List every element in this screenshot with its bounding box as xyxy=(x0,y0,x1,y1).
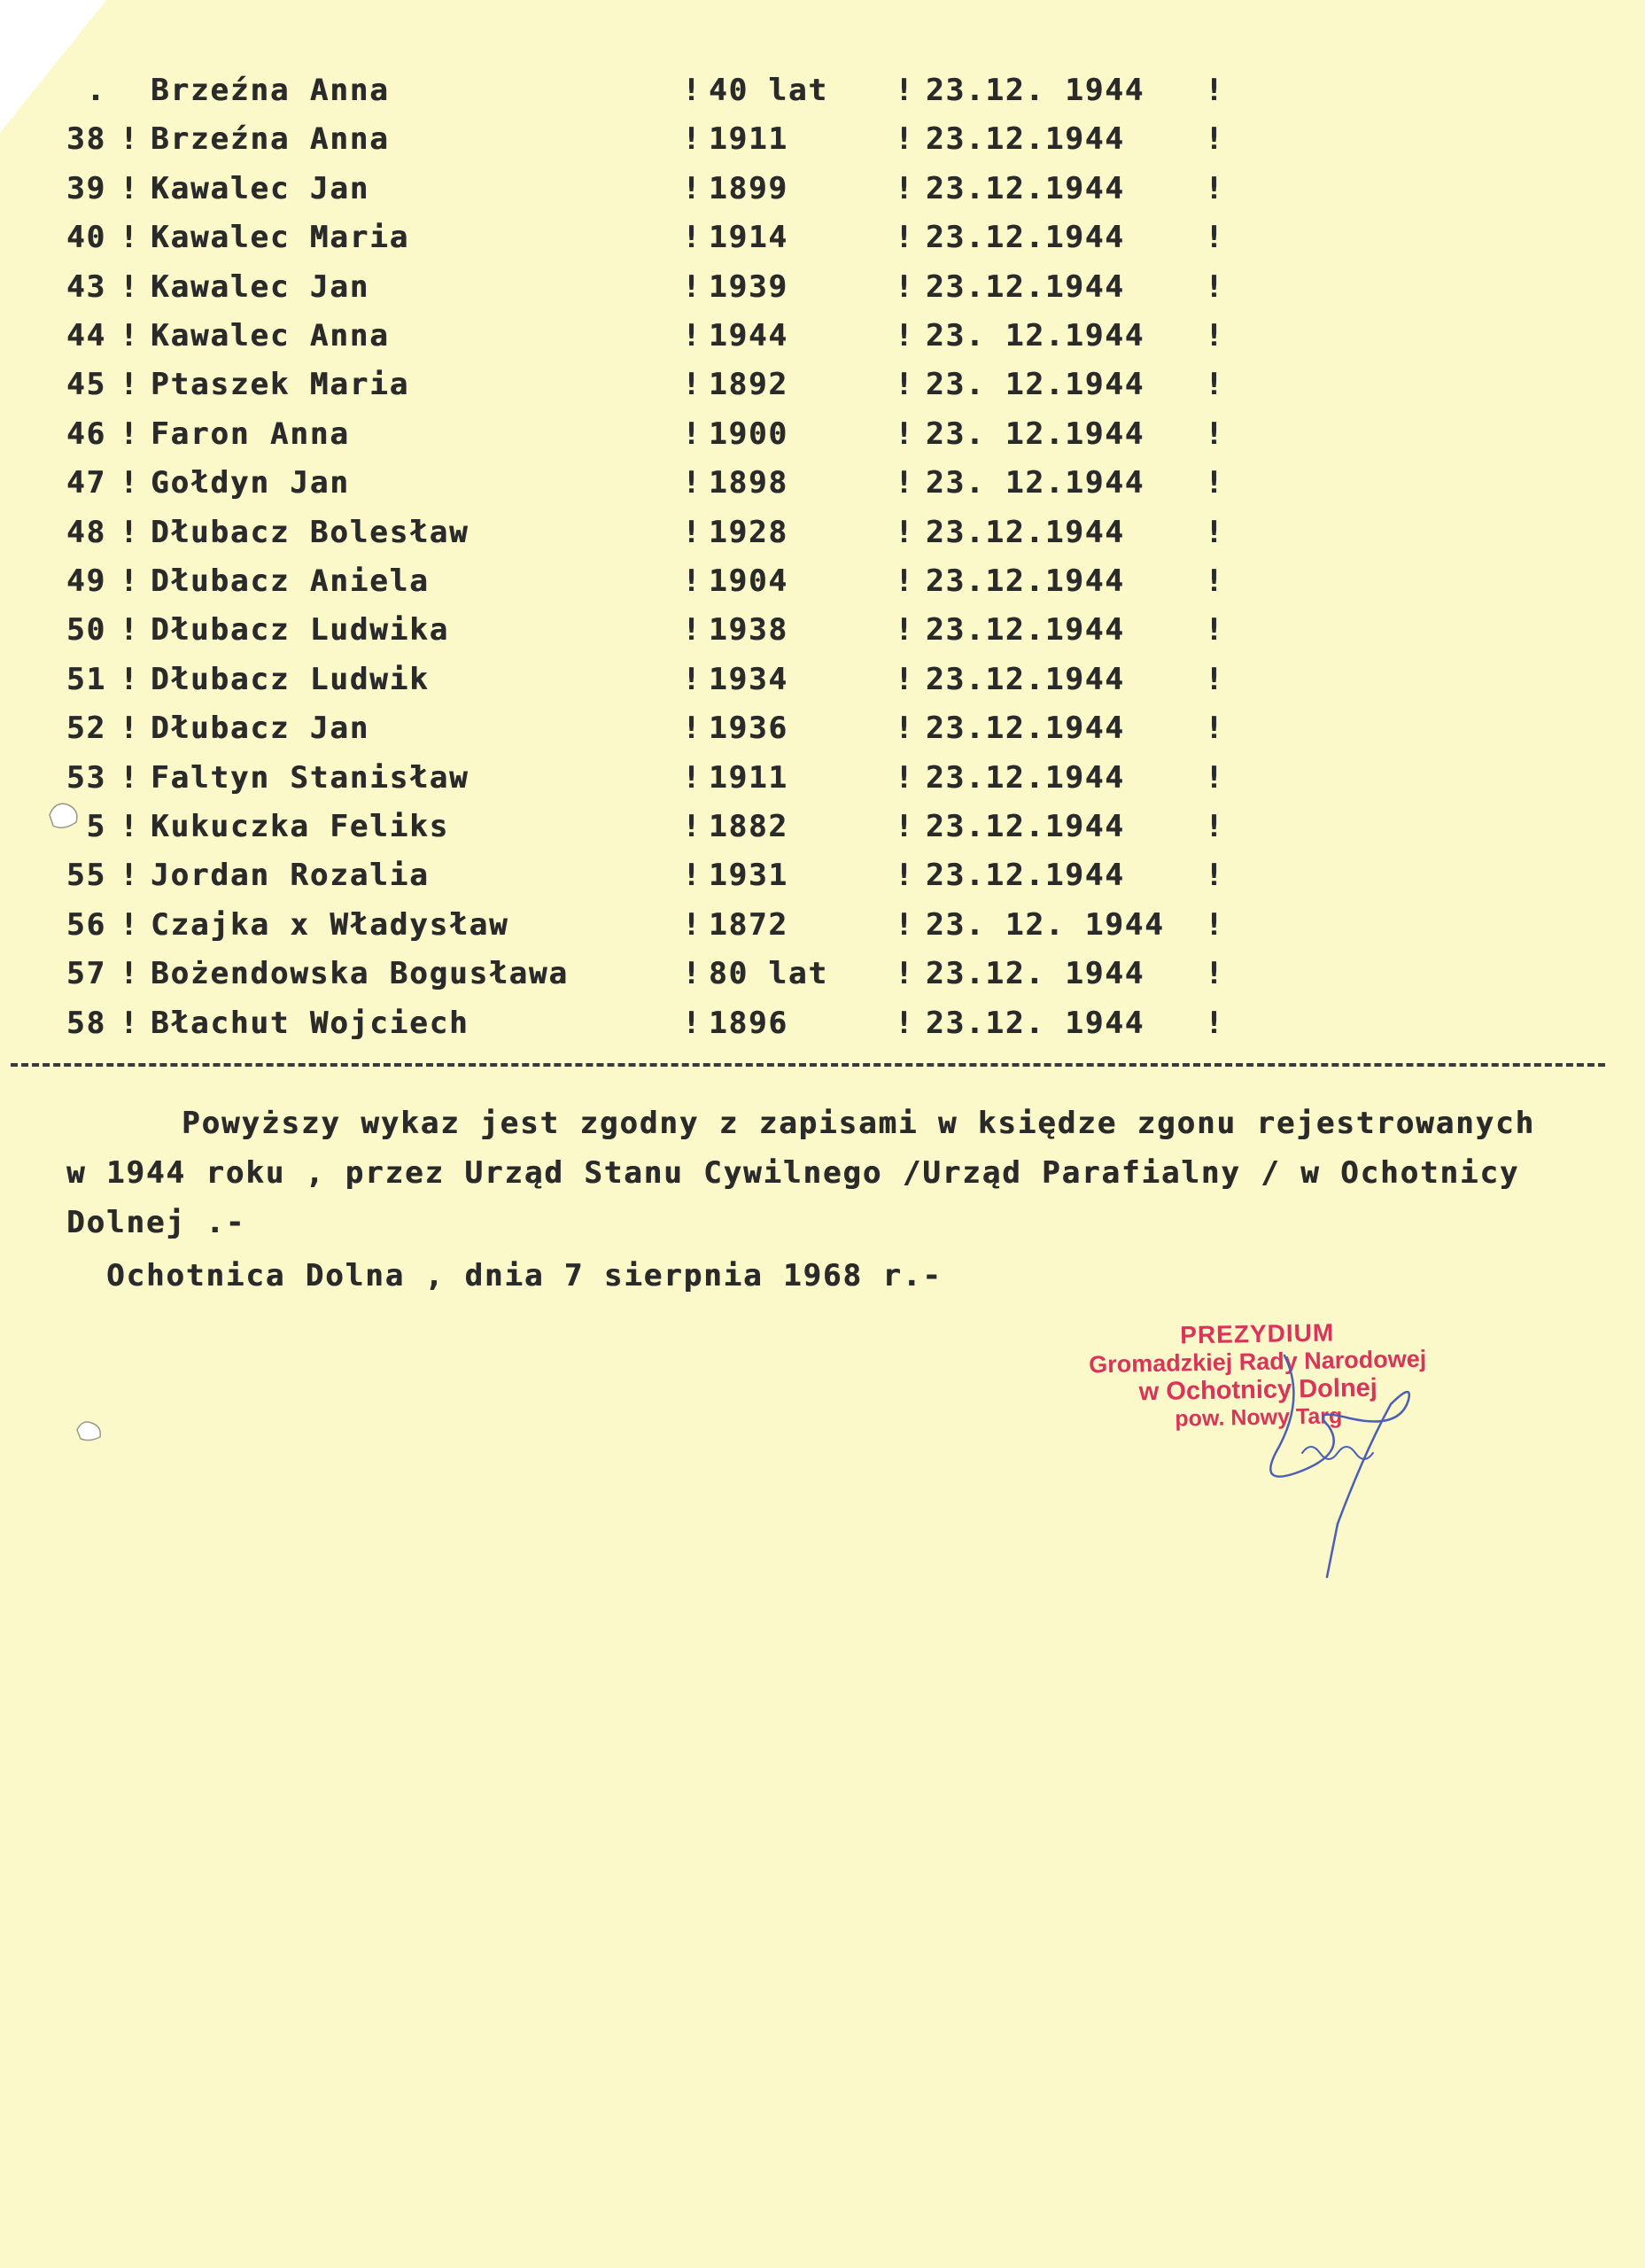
stamp-line: Gromadzkiej Rady Narodowej xyxy=(1088,1345,1427,1379)
register-sep4: ! xyxy=(1205,760,1225,796)
register-num: 40 xyxy=(66,220,106,255)
register-sep4: ! xyxy=(1205,563,1225,599)
register-num: 43 xyxy=(66,269,106,305)
register-sep4: ! xyxy=(1205,1006,1225,1041)
register-name: Kawalec Maria xyxy=(151,220,410,255)
register-sep1: ! xyxy=(120,760,140,796)
register-row xyxy=(0,956,1645,1000)
register-date: 23. 12.1944 xyxy=(926,318,1145,353)
register-sep1: ! xyxy=(120,367,140,402)
register-row xyxy=(0,220,1645,264)
register-date: 23.12.1944 xyxy=(926,711,1125,746)
register-year: 1938 xyxy=(709,612,788,648)
register-year: 1939 xyxy=(709,269,788,305)
register-num: . xyxy=(86,73,106,108)
register-name: Czajka x Władysław xyxy=(151,907,509,943)
register-sep2: ! xyxy=(682,563,702,599)
register-sep2: ! xyxy=(682,662,702,697)
register-sep4: ! xyxy=(1205,318,1225,353)
register-row xyxy=(0,563,1645,608)
register-num: 47 xyxy=(66,465,106,501)
register-sep4: ! xyxy=(1205,269,1225,305)
register-year: 1892 xyxy=(709,367,788,402)
register-sep3: ! xyxy=(895,121,915,157)
register-sep3: ! xyxy=(895,171,915,206)
register-num: 45 xyxy=(66,367,106,402)
register-row xyxy=(0,907,1645,951)
register-sep1: ! xyxy=(120,809,140,844)
register-sep4: ! xyxy=(1205,416,1225,452)
register-sep3: ! xyxy=(895,809,915,844)
register-sep2: ! xyxy=(682,858,702,893)
statement-line: w 1944 roku , przez Urząd Stanu Cywilnego /Urząd Parafialny / w Ochotnicy xyxy=(66,1155,1520,1191)
register-name: Brzeźna Anna xyxy=(151,73,390,108)
register-sep1: ! xyxy=(120,121,140,157)
register-sep3: ! xyxy=(895,612,915,648)
register-date: 23. 12.1944 xyxy=(926,465,1145,501)
register-sep3: ! xyxy=(895,269,915,305)
register-sep4: ! xyxy=(1205,171,1225,206)
register-sep3: ! xyxy=(895,318,915,353)
register-sep1: ! xyxy=(120,711,140,746)
register-sep2: ! xyxy=(682,318,702,353)
register-row xyxy=(0,416,1645,461)
register-num: 50 xyxy=(66,612,106,648)
register-name: Gołdyn Jan xyxy=(151,465,350,501)
register-year: 1904 xyxy=(709,563,788,599)
register-date: 23. 12. 1944 xyxy=(926,907,1165,943)
statement-line: Powyższy wykaz jest zgodny z zapisami w księdze zgonu rejestrowanych xyxy=(182,1106,1535,1141)
register-sep2: ! xyxy=(682,171,702,206)
register-name: Kukuczka Feliks xyxy=(151,809,450,844)
register-sep4: ! xyxy=(1205,515,1225,550)
register-date: 23.12.1944 xyxy=(926,809,1125,844)
register-year: 1944 xyxy=(709,318,788,353)
register-sep3: ! xyxy=(895,760,915,796)
register-sep2: ! xyxy=(682,711,702,746)
register-sep3: ! xyxy=(895,858,915,893)
register-num: 56 xyxy=(66,907,106,943)
register-date: 23.12.1944 xyxy=(926,662,1125,697)
register-year: 1931 xyxy=(709,858,788,893)
register-sep2: ! xyxy=(682,515,702,550)
register-sep2: ! xyxy=(682,907,702,943)
register-row xyxy=(0,1006,1645,1050)
register-date: 23.12. 1944 xyxy=(926,1006,1145,1041)
register-sep2: ! xyxy=(682,416,702,452)
register-year: 1900 xyxy=(709,416,788,452)
register-num: 55 xyxy=(66,858,106,893)
register-sep3: ! xyxy=(895,907,915,943)
register-name: Faron Anna xyxy=(151,416,350,452)
register-num: 38 xyxy=(66,121,106,157)
register-name: Dłubacz Jan xyxy=(151,711,370,746)
register-year: 1898 xyxy=(709,465,788,501)
register-sep1: ! xyxy=(120,220,140,255)
register-date: 23.12. 1944 xyxy=(926,73,1145,108)
register-num: 48 xyxy=(66,515,106,550)
register-num: 58 xyxy=(66,1006,106,1041)
register-name: Brzeźna Anna xyxy=(151,121,390,157)
register-name: Jordan Rozalia xyxy=(151,858,430,893)
register-sep3: ! xyxy=(895,1006,915,1041)
register-row xyxy=(0,318,1645,362)
register-sep3: ! xyxy=(895,416,915,452)
stamp-line: pow. Nowy Targ xyxy=(1175,1403,1343,1432)
register-name: Błachut Wojciech xyxy=(151,1006,469,1041)
register-sep2: ! xyxy=(682,809,702,844)
register-sep2: ! xyxy=(682,760,702,796)
paper-tear-mark xyxy=(46,797,81,833)
register-row xyxy=(0,760,1645,804)
register-sep2: ! xyxy=(682,73,702,108)
register-sep2: ! xyxy=(682,612,702,648)
register-row xyxy=(0,662,1645,706)
register-sep4: ! xyxy=(1205,907,1225,943)
register-num: 53 xyxy=(66,760,106,796)
statement-line: Dolnej .- xyxy=(66,1205,246,1240)
register-sep4: ! xyxy=(1205,956,1225,991)
register-sep3: ! xyxy=(895,563,915,599)
register-sep4: ! xyxy=(1205,612,1225,648)
register-name: Ptaszek Maria xyxy=(151,367,410,402)
place-and-date: Ochotnica Dolna , dnia 7 sierpnia 1968 r.- xyxy=(106,1258,943,1293)
register-row xyxy=(0,465,1645,509)
register-name: Dłubacz Ludwik xyxy=(151,662,430,697)
register-sep4: ! xyxy=(1205,367,1225,402)
register-row xyxy=(0,121,1645,166)
register-num: 44 xyxy=(66,318,106,353)
register-name: Dłubacz Bolesław xyxy=(151,515,469,550)
register-num: 39 xyxy=(66,171,106,206)
register-date: 23. 12.1944 xyxy=(926,416,1145,452)
register-row xyxy=(0,858,1645,902)
register-num: 57 xyxy=(66,956,106,991)
register-sep4: ! xyxy=(1205,465,1225,501)
register-sep4: ! xyxy=(1205,73,1225,108)
register-year: 1911 xyxy=(709,121,788,157)
register-sep3: ! xyxy=(895,662,915,697)
register-year: 1936 xyxy=(709,711,788,746)
register-name: Kawalec Jan xyxy=(151,269,370,305)
register-name: Kawalec Anna xyxy=(151,318,390,353)
register-sep1: ! xyxy=(120,416,140,452)
register-sep4: ! xyxy=(1205,662,1225,697)
register-sep2: ! xyxy=(682,269,702,305)
register-num: 46 xyxy=(66,416,106,452)
register-sep1: ! xyxy=(120,563,140,599)
register-sep4: ! xyxy=(1205,121,1225,157)
register-sep1: ! xyxy=(120,956,140,991)
register-sep2: ! xyxy=(682,1006,702,1041)
register-sep3: ! xyxy=(895,220,915,255)
register-row xyxy=(0,809,1645,853)
register-row xyxy=(0,612,1645,656)
register-name: Bożendowska Bogusława xyxy=(151,956,569,991)
register-sep3: ! xyxy=(895,515,915,550)
register-sep4: ! xyxy=(1205,711,1225,746)
register-year: 1872 xyxy=(709,907,788,943)
register-year: 1899 xyxy=(709,171,788,206)
register-sep1: ! xyxy=(120,465,140,501)
handwritten-signature xyxy=(1222,1320,1488,1586)
register-sep4: ! xyxy=(1205,809,1225,844)
register-sep1: ! xyxy=(120,515,140,550)
register-sep1: ! xyxy=(120,1006,140,1041)
register-date: 23.12.1944 xyxy=(926,515,1125,550)
register-row xyxy=(0,73,1645,117)
register-sep2: ! xyxy=(682,367,702,402)
dashed-divider xyxy=(11,1063,1605,1067)
register-year: 1882 xyxy=(709,809,788,844)
register-num: 51 xyxy=(66,662,106,697)
register-row xyxy=(0,367,1645,411)
register-year: 1896 xyxy=(709,1006,788,1041)
register-sep1: ! xyxy=(120,612,140,648)
register-sep3: ! xyxy=(895,956,915,991)
register-date: 23.12.1944 xyxy=(926,171,1125,206)
register-date: 23.12.1944 xyxy=(926,563,1125,599)
register-sep1: ! xyxy=(120,269,140,305)
register-sep1: ! xyxy=(120,171,140,206)
register-num: 49 xyxy=(66,563,106,599)
register-name: Dłubacz Ludwika xyxy=(151,612,450,648)
register-year: 80 lat xyxy=(709,956,828,991)
register-year: 40 lat xyxy=(709,73,828,108)
register-sep1: ! xyxy=(120,858,140,893)
register-date: 23.12.1944 xyxy=(926,858,1125,893)
register-name: Dłubacz Aniela xyxy=(151,563,430,599)
register-sep2: ! xyxy=(682,121,702,157)
register-date: 23.12.1944 xyxy=(926,269,1125,305)
register-sep1: ! xyxy=(120,662,140,697)
register-date: 23.12. 1944 xyxy=(926,956,1145,991)
register-name: Kawalec Jan xyxy=(151,171,370,206)
register-sep3: ! xyxy=(895,367,915,402)
register-year: 1934 xyxy=(709,662,788,697)
register-date: 23.12.1944 xyxy=(926,612,1125,648)
register-name: Faltyn Stanisław xyxy=(151,760,469,796)
register-year: 1928 xyxy=(709,515,788,550)
register-date: 23.12.1944 xyxy=(926,220,1125,255)
register-row xyxy=(0,711,1645,755)
register-date: 23.12.1944 xyxy=(926,760,1125,796)
register-row xyxy=(0,515,1645,559)
register-row xyxy=(0,269,1645,314)
stamp-line: PREZYDIUM xyxy=(1179,1318,1335,1349)
register-date: 23.12.1944 xyxy=(926,121,1125,157)
stamp-line: w Ochotnicy Dolnej xyxy=(1138,1373,1378,1407)
register-sep4: ! xyxy=(1205,858,1225,893)
register-sep2: ! xyxy=(682,956,702,991)
certification-statement xyxy=(66,1099,1590,1247)
register-row xyxy=(0,171,1645,215)
register-sep3: ! xyxy=(895,465,915,501)
register-sep2: ! xyxy=(682,465,702,501)
register-sep3: ! xyxy=(895,711,915,746)
register-sep2: ! xyxy=(682,220,702,255)
register-num: 5 xyxy=(86,809,106,844)
register-sep4: ! xyxy=(1205,220,1225,255)
register-year: 1914 xyxy=(709,220,788,255)
register-sep1: ! xyxy=(120,318,140,353)
register-sep3: ! xyxy=(895,73,915,108)
paper-tear-mark xyxy=(75,1418,104,1442)
register-date: 23. 12.1944 xyxy=(926,367,1145,402)
register-num: 52 xyxy=(66,711,106,746)
register-year: 1911 xyxy=(709,760,788,796)
register-sep1: ! xyxy=(120,907,140,943)
